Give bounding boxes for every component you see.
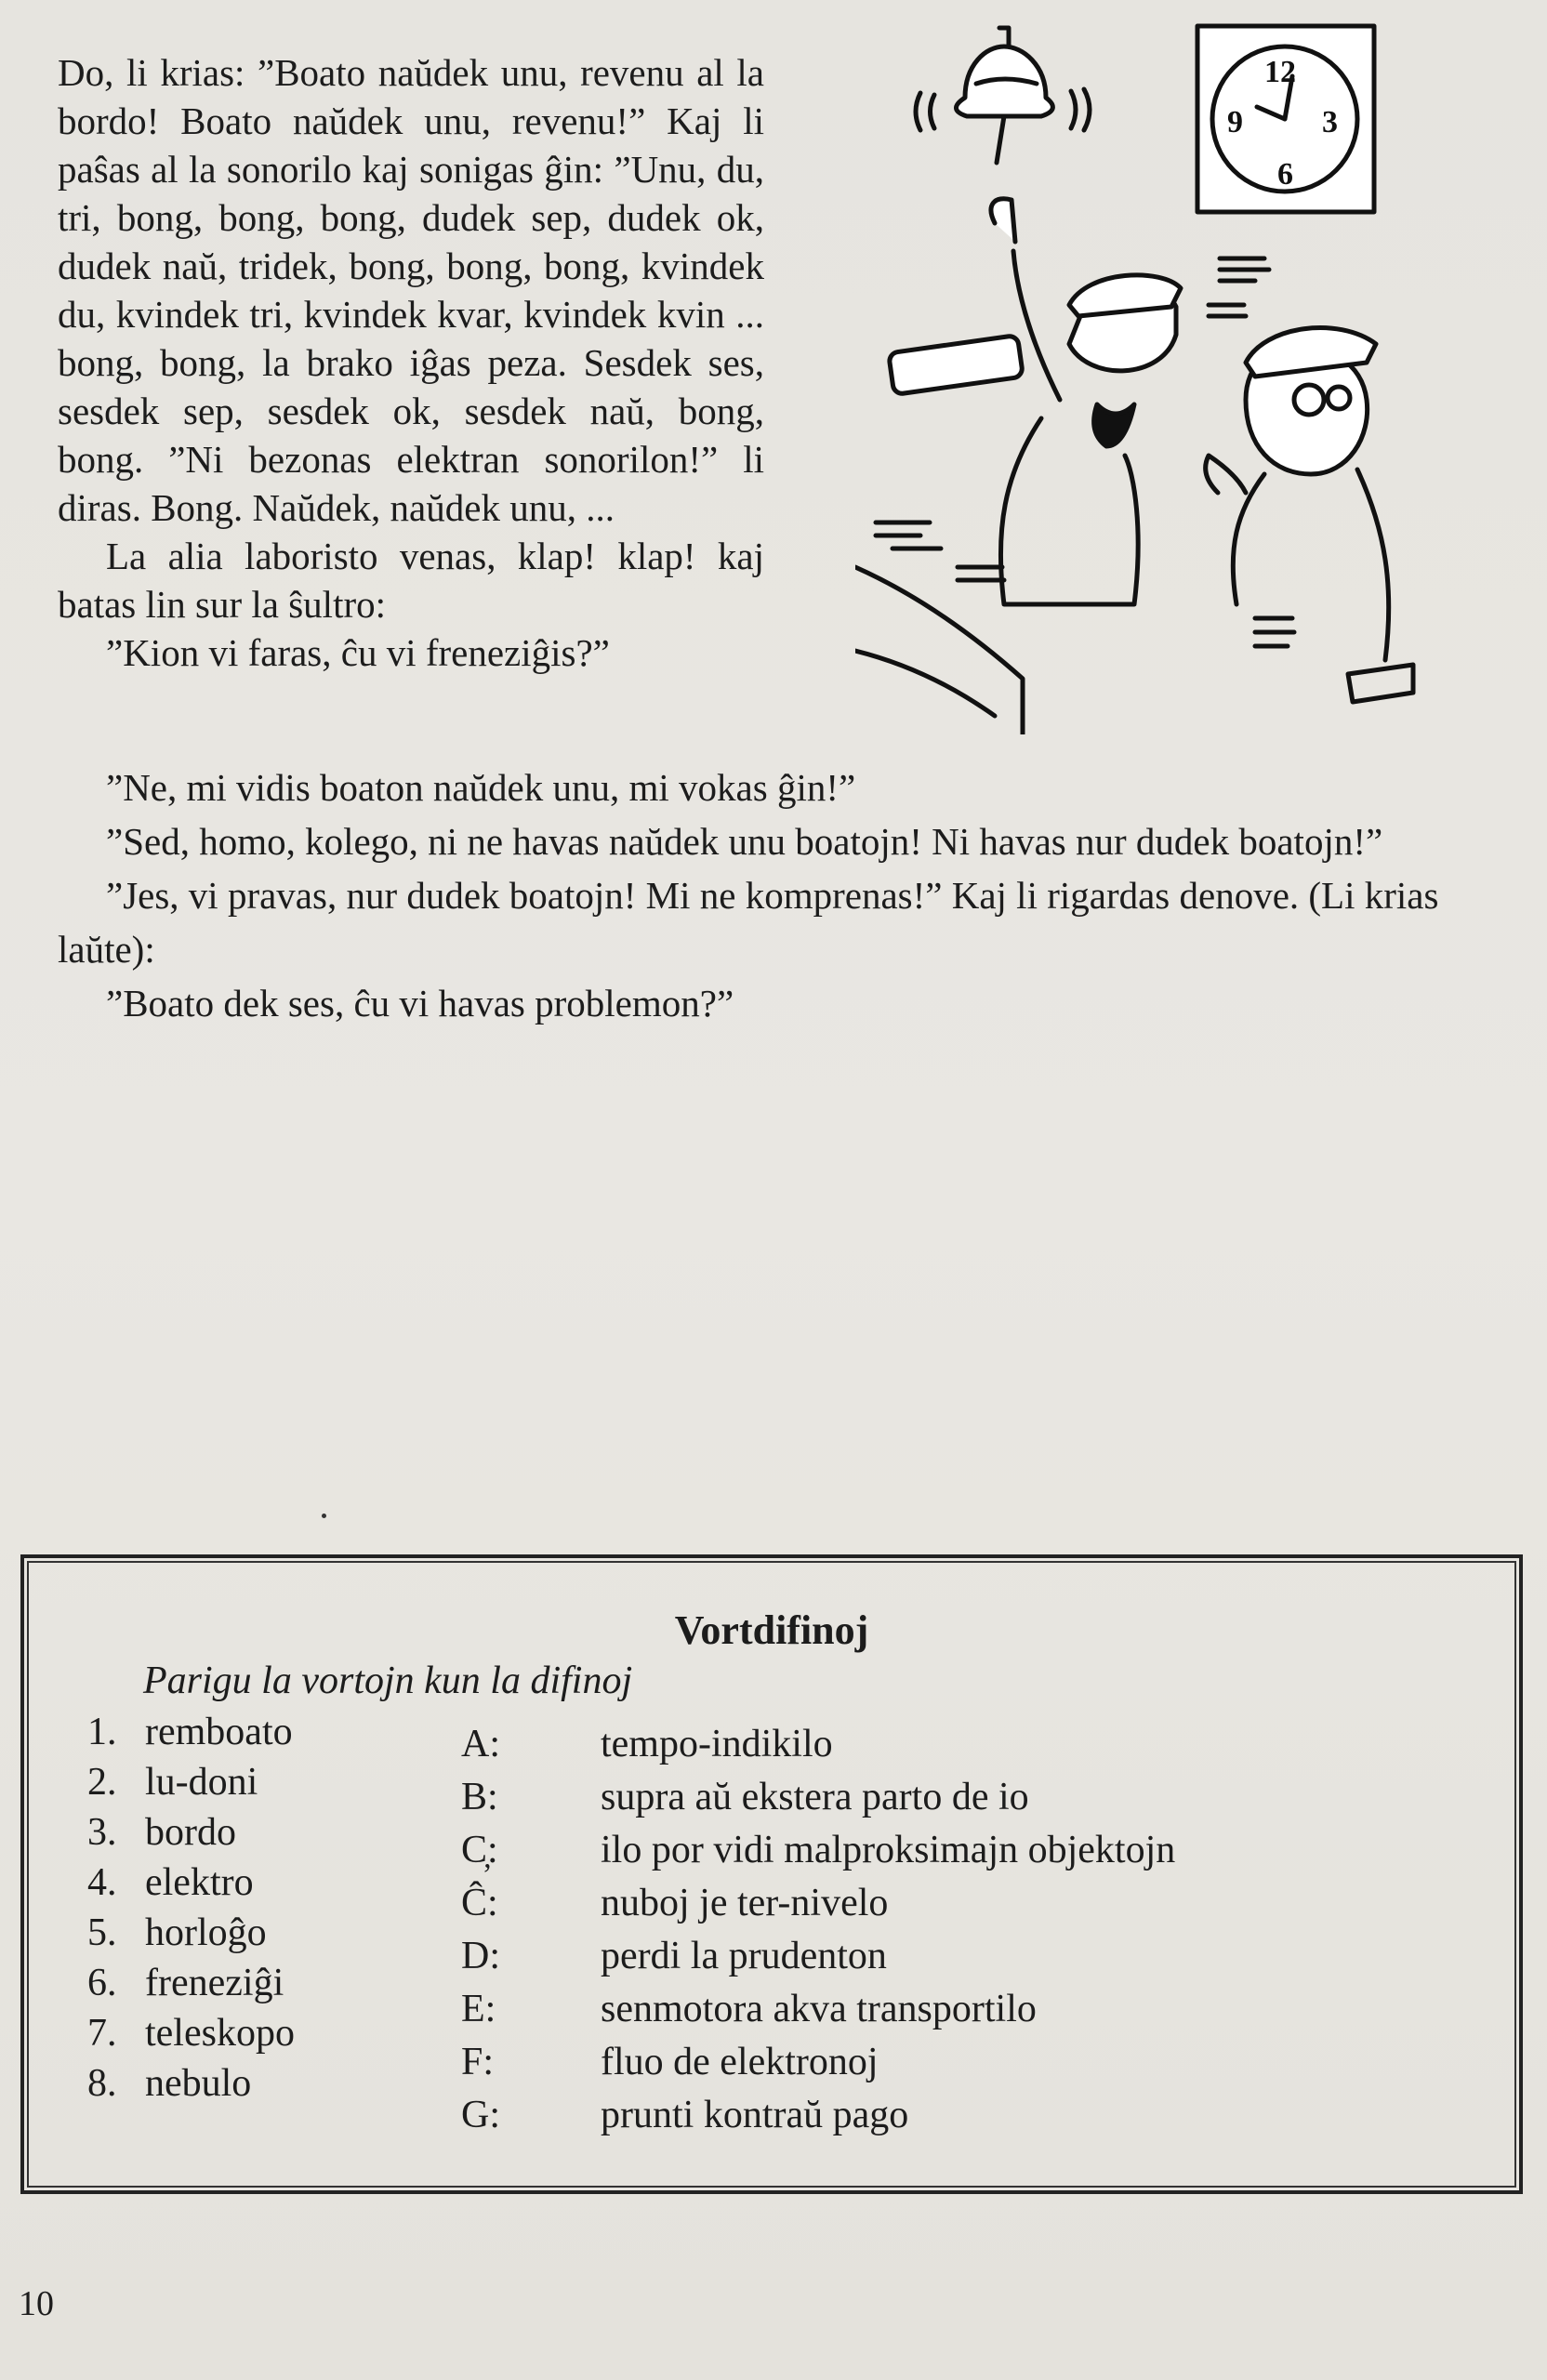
definition-item — [461, 1771, 1175, 1824]
definition-letter: A: — [461, 1723, 500, 1765]
story-paragraph: Do, li krias: ”Boato naŭdek unu, revenu al la bordo! Boato naŭdek unu, revenu!” Kaj li paŝas al la sonorilo kaj sonigas ĝin: ”Unu, du, tri, bong, bong, bong, dudek sep, dudek ok, dudek naŭ, tridek, bong, bong, bong, kvindek du, kvindek tri, kvindek kvar, kvindek kvin ... bong, bong, la brako iĝas peza. Sesdek ses, sesdek sep, sesdek ok, sesdek naŭ, bong, bong. ”Ni bezonas elektran sonorilon!” li diras. Bong. Naŭdek, naŭdek unu, ... — [58, 51, 764, 529]
word-number: 8. — [87, 2062, 117, 2105]
bell-icon — [916, 28, 1090, 163]
word-text: freneziĝi — [145, 1962, 284, 2004]
word-text: elektro — [145, 1861, 254, 1904]
word-item — [87, 1858, 295, 1908]
clock-numeral: 9 — [1227, 105, 1243, 139]
definition-text: senmotora akva transportilo — [601, 1988, 1037, 2030]
word-number: 6. — [87, 1962, 117, 2004]
definition-item — [461, 1930, 1175, 1983]
definition-item — [461, 2036, 1175, 2089]
story-paragraph: ”Boato dek ses, ĉu vi havas problemon?” — [106, 982, 734, 1025]
vocabulary-instruction: Parigu la vortojn kun la difinoj — [143, 1659, 633, 1702]
definition-text: fluo de elektronoj — [601, 2041, 879, 2083]
story-paragraph: ”Kion vi faras, ĉu vi freneziĝis?” — [106, 631, 610, 674]
word-text: horloĝo — [145, 1911, 267, 1954]
vocabulary-title: Vortdifinoj — [674, 1607, 869, 1653]
story-paragraph: ”Sed, homo, kolego, ni ne havas naŭdek unu boatojn! Ni havas nur dudek boatojn!” — [106, 820, 1383, 863]
cartoon-illustration — [855, 9, 1450, 734]
definition-letter: F: — [461, 2041, 495, 2083]
definition-item — [461, 1824, 1175, 1877]
word-number: 1. — [87, 1711, 117, 1753]
definition-text: supra aŭ ekstera parto de io — [601, 1776, 1029, 1818]
telescope-icon — [889, 335, 1024, 394]
word-text: lu-doni — [145, 1761, 258, 1804]
definition-text: ilo por vidi malproksimajn objektojn — [601, 1829, 1176, 1871]
clock-numeral: 6 — [1277, 157, 1293, 192]
definition-item — [461, 1983, 1175, 2036]
definition-text: perdi la prudenton — [601, 1935, 887, 1977]
word-text: remboato — [145, 1711, 293, 1753]
page-number: 10 — [19, 2284, 54, 2323]
definition-letter: C̦: — [461, 1829, 498, 1871]
word-number: 2. — [87, 1761, 117, 1804]
definition-letter: B: — [461, 1776, 498, 1818]
definition-letter: Ĉ: — [461, 1882, 498, 1924]
definition-text: prunti kontraŭ pago — [601, 2094, 909, 2136]
definition-list — [461, 1718, 1175, 2142]
word-item — [87, 1908, 295, 1958]
man-with-telescope — [889, 199, 1181, 604]
word-text: bordo — [145, 1811, 236, 1854]
word-text: nebulo — [145, 2062, 252, 2105]
boat-hull — [855, 567, 1023, 734]
definition-text: nuboj je ter-nivelo — [601, 1882, 889, 1924]
definition-text: tempo-indikilo — [601, 1723, 833, 1765]
definition-letter: G: — [461, 2094, 500, 2136]
story-paragraph: La alia laboristo venas, klap! klap! kaj batas lin sur la ŝultro: — [58, 535, 764, 626]
word-number: 5. — [87, 1911, 117, 1954]
word-list — [87, 1707, 295, 2109]
story-paragraph: ”Ne, mi vidis boaton naŭdek unu, mi vokas ĝin!” — [106, 766, 856, 809]
vocabulary-box — [20, 1554, 1523, 2194]
definition-item — [461, 1877, 1175, 1930]
word-item — [87, 2058, 295, 2109]
word-number: 7. — [87, 2012, 117, 2055]
definition-letter: D: — [461, 1935, 500, 1977]
clock-numeral: 12 — [1264, 55, 1296, 89]
clock-numeral: 3 — [1322, 105, 1338, 139]
word-text: teleskopo — [145, 2012, 295, 2055]
stray-dot — [322, 1514, 326, 1518]
word-item — [87, 2008, 295, 2058]
word-item — [87, 1757, 295, 1807]
word-item — [87, 1958, 295, 2008]
second-worker — [1206, 328, 1413, 702]
word-number: 4. — [87, 1861, 117, 1904]
story-paragraph: ”Jes, vi pravas, nur dudek boatojn! Mi ne komprenas!” Kaj li rigardas denove. (Li krias laŭte): — [58, 874, 1439, 971]
clock-icon — [1197, 26, 1374, 212]
word-item — [87, 1707, 295, 1757]
word-number: 3. — [87, 1811, 117, 1854]
definition-item — [461, 2089, 1175, 2142]
word-item — [87, 1807, 295, 1858]
definition-letter: E: — [461, 1988, 496, 2030]
story-narrow-column — [58, 48, 764, 677]
definition-item — [461, 1718, 1175, 1771]
story-wide-column — [58, 760, 1489, 1030]
